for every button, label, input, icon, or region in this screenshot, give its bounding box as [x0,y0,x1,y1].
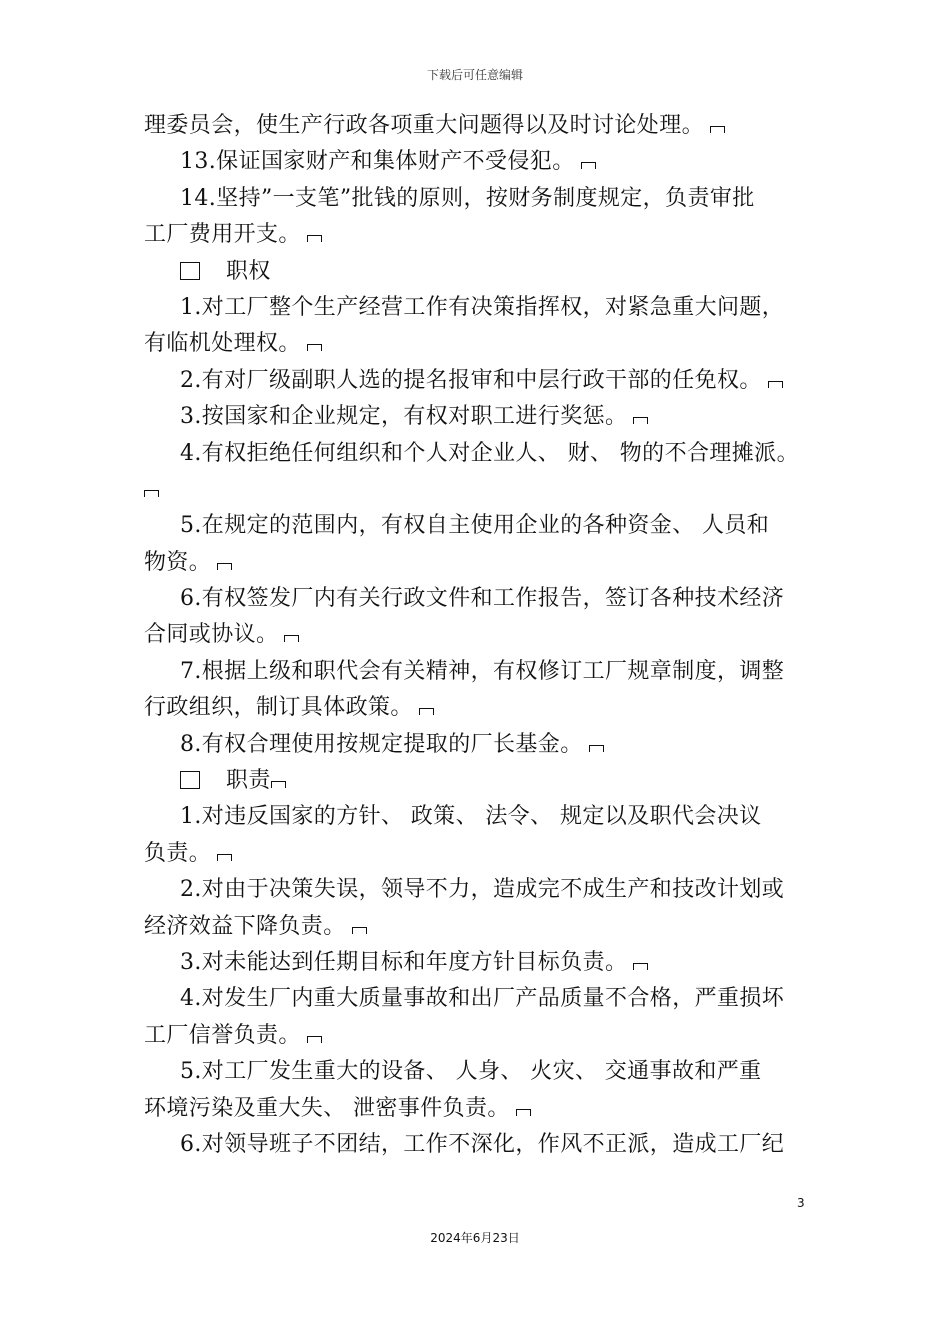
text-line: 2.有对厂级副职人选的提名报审和中层行政干部的任免权。 [144,363,812,399]
text-line: 1.对工厂整个生产经营工作有决策指挥权，对紧急重大问题， [180,294,785,320]
document-body [144,108,812,1163]
text-line: 合同或协议。 [144,617,812,653]
text-line: 2.对由于决策失误，领导不力，造成完不成生产和技改计划或 [180,877,785,903]
text-line: 环境污染及重大失、 泄密事件负责。 [144,1091,812,1127]
paragraph-mark-icon [307,344,322,351]
checkbox-square-icon [180,771,200,789]
checkbox-square-icon [180,262,200,280]
paragraph-mark-icon [633,417,648,424]
paragraph-mark-icon [307,1036,322,1043]
paragraph-mark-icon [581,162,596,169]
text-line [144,472,812,508]
text-line: 物资。 [144,545,812,581]
text-line: 工厂信誉负责。 [144,1018,812,1054]
text-line: 理委员会，使生产行政各项重大问题得以及时讨论处理。 [144,108,812,144]
paragraph-mark-icon [516,1109,531,1116]
paragraph-mark-icon [710,126,725,133]
page-footer-date: 2024年6月23日 [430,1231,520,1245]
paragraph-mark-icon [352,927,367,934]
text-line: 5.在规定的范围内，有权自主使用企业的各种资金、 人员和 [180,513,770,539]
paragraph-mark-icon [768,381,783,388]
text-line: 7.根据上级和职代会有关精神，有权修订工厂规章制度，调整 [180,658,785,684]
section-heading-authority: 职权 [144,254,812,290]
page-number: 3 [797,1196,805,1210]
paragraph-mark-icon [307,235,322,242]
paragraph-mark-icon [284,635,299,642]
text-line: 3.按国家和企业规定，有权对职工进行奖惩。 [144,399,812,435]
paragraph-mark-icon [217,854,232,861]
text-line: 1.对违反国家的方针、 政策、 法令、 规定以及职代会决议 [180,804,762,830]
text-line: 6.对领导班子不团结，工作不深化，作风不正派，造成工厂纪 [180,1131,785,1157]
paragraph-mark-icon [144,490,159,497]
text-line: 14.坚持”一支笔”批钱的原则，按财务制度规定，负责审批 [180,185,755,211]
paragraph-mark-icon [271,781,286,788]
text-line: 工厂费用开支。 [144,217,812,253]
page-header: 下载后可任意编辑 [426,68,523,82]
section-heading-responsibility: 职责 [144,763,812,799]
text-line: 4.有权拒绝任何组织和个人对企业人、 财、 物的不合理摊派。 [180,440,799,466]
paragraph-mark-icon [419,708,434,715]
text-line: 3.对未能达到任期目标和年度方针目标负责。 [144,945,812,981]
paragraph-mark-icon [633,963,648,970]
paragraph-mark-icon [217,563,232,570]
text-line: 行政组织，制订具体政策。 [144,690,812,726]
text-line: 有临机处理权。 [144,326,812,362]
text-line: 13.保证国家财产和集体财产不受侵犯。 [144,144,812,180]
paragraph-mark-icon [589,745,604,752]
text-line: 4.对发生厂内重大质量事故和出厂产品质量不合格，严重损坏 [180,986,785,1012]
text-line: 8.有权合理使用按规定提取的厂长基金。 [144,727,812,763]
text-line: 经济效益下降负责。 [144,909,812,945]
text-line: 5.对工厂发生重大的设备、 人身、 火灾、 交通事故和严重 [180,1059,762,1085]
text-line: 6.有权签发厂内有关行政文件和工作报告，签订各种技术经济 [180,586,785,612]
text-line: 负责。 [144,836,812,872]
